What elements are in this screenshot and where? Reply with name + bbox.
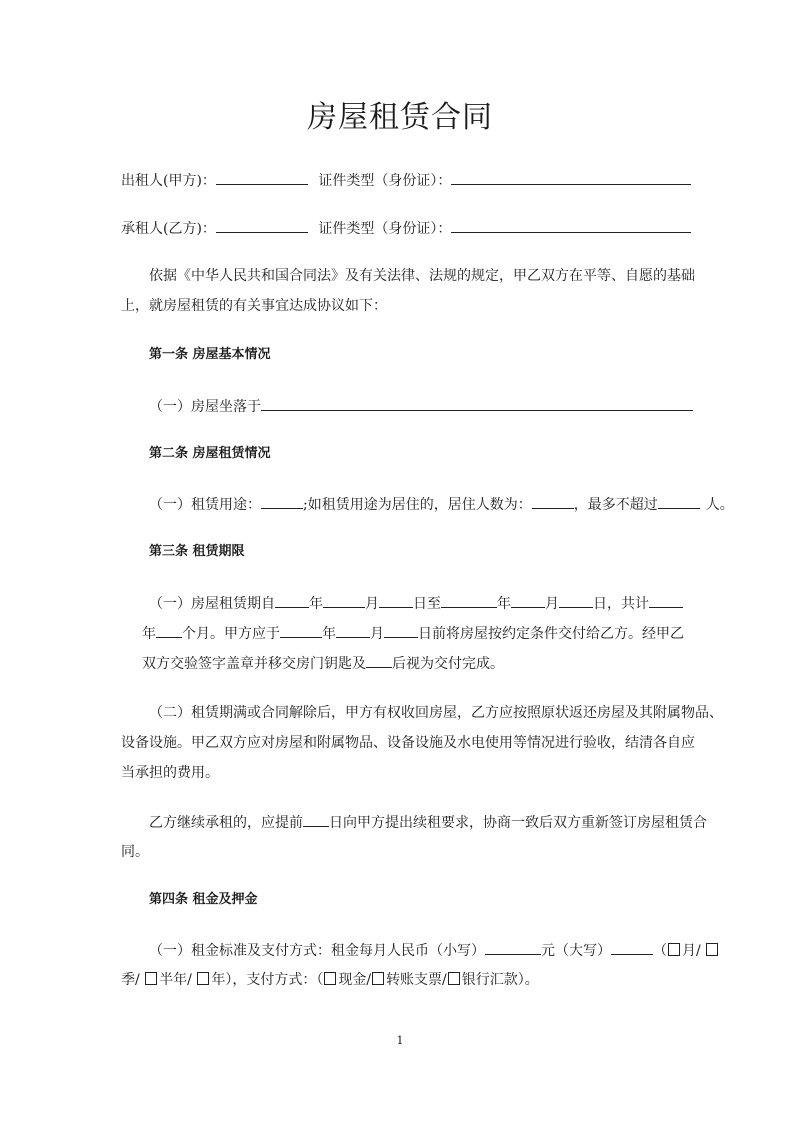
intro-line-2: 上，就房屋租赁的有关事宜达成协议如下： [121, 298, 387, 314]
delivery-month-blank[interactable] [336, 623, 370, 638]
term-item-2-line-2: 设备设施。甲乙双方应对房屋和附属物品、设备设施及水电使用等情况进行验收，结清各自应 [121, 735, 695, 751]
bank-transfer-checkbox[interactable] [448, 972, 460, 985]
total-months-blank[interactable] [156, 623, 182, 638]
location-label: （一）房屋坐落于 [149, 399, 261, 415]
total-years-blank[interactable] [649, 593, 683, 608]
lessee-name-blank[interactable] [216, 218, 308, 233]
half-year-checkbox[interactable] [145, 972, 157, 985]
end-year-blank[interactable] [441, 593, 497, 608]
lessor-name-blank[interactable] [216, 170, 308, 185]
renewal-line-2: 同。 [121, 844, 149, 860]
rent-line-2 [121, 970, 539, 990]
residents-label: ;如租赁用途为居住的，居住人数为： [303, 497, 532, 513]
article-4-heading: 第四条 租金及押金 [149, 892, 258, 907]
rent-line-1 [149, 940, 720, 961]
residents-blank[interactable] [532, 494, 574, 509]
month-unit: 月 [365, 596, 379, 612]
persons-unit: 人。 [705, 497, 734, 513]
total-label: 日，共计 [593, 596, 649, 612]
article-2-heading: 第二条 房屋租赁情况 [149, 446, 271, 461]
max-residents-blank[interactable] [658, 494, 700, 509]
handover-text: 双方交验签字盖章并移交房门钥匙及 [142, 656, 366, 672]
year-unit: 年 [142, 626, 156, 642]
term-item-2-line-3: 当承担的费用。 [121, 765, 219, 781]
rent-label: （一）租金标准及支付方式：租金每月人民币（小写） [149, 943, 485, 959]
delivery-label: 个月。甲方应于 [182, 626, 280, 642]
article-1-heading: 第一条 房屋基本情况 [149, 347, 271, 362]
month-unit: 月 [370, 626, 384, 642]
cash-label: 现金/ [338, 972, 372, 988]
article-2-item-1 [149, 494, 734, 515]
rent-amount-small-blank[interactable] [485, 940, 541, 955]
month-unit: 月 [545, 596, 559, 612]
page-title: 房屋租赁合同 [307, 100, 493, 135]
transfer-check-label: 转账支票/ [386, 972, 447, 988]
day-to-label: 日至 [413, 596, 441, 612]
intro-line-1: 依据《中华人民共和国合同法》及有关法律、法规的规定，甲乙双方在平等、自愿的基础 [149, 268, 695, 284]
year-unit: 年 [497, 596, 511, 612]
bank-transfer-label: 银行汇款）。 [461, 972, 539, 988]
start-year-blank[interactable] [275, 593, 309, 608]
lessee-id-label: 证件类型（身份证）： [318, 221, 452, 237]
cash-checkbox[interactable] [324, 972, 336, 985]
start-month-blank[interactable] [323, 593, 365, 608]
payment-method-label: 年），支付方式：（ [211, 972, 324, 988]
yearly-checkbox[interactable] [197, 972, 209, 985]
lessee-line [121, 218, 691, 239]
half-year-label: 半年/ [159, 972, 192, 988]
lessor-id-blank[interactable] [451, 170, 691, 185]
renewal-line-1 [149, 812, 707, 833]
article-3-heading: 第三条 租赁期限 [149, 544, 245, 559]
paren-open: （ [653, 943, 667, 959]
lessor-label: 出租人(甲方)： [121, 173, 216, 189]
term-line-2 [142, 623, 684, 644]
usage-blank[interactable] [261, 494, 303, 509]
delivery-condition-text: 日前将房屋按约定条件交付给乙方。经甲乙 [418, 626, 684, 642]
quarterly-checkbox[interactable] [706, 943, 718, 956]
term-line-1 [149, 593, 683, 614]
lessee-label: 承租人(乙方)： [121, 221, 216, 237]
end-month-blank[interactable] [511, 593, 545, 608]
usage-label: （一）租赁用途： [149, 497, 261, 513]
lessor-line [121, 170, 691, 191]
start-day-blank[interactable] [379, 593, 413, 608]
renewal-days-blank[interactable] [303, 812, 329, 827]
lessor-id-label: 证件类型（身份证）： [318, 173, 452, 189]
page-number: 1 [396, 1034, 404, 1047]
check-checkbox[interactable] [372, 972, 384, 985]
renewal-label: 乙方继续承租的，应提前 [149, 815, 303, 831]
monthly-checkbox[interactable] [668, 943, 680, 956]
location-blank[interactable] [261, 396, 693, 411]
handover-items-blank[interactable] [366, 653, 392, 668]
end-day-blank[interactable] [559, 593, 593, 608]
renewal-text: 日向甲方提出续租要求，协商一致后双方重新签订房屋租赁合 [329, 815, 707, 831]
quarterly-label: 季/ [121, 972, 140, 988]
handover-complete-text: 后视为交付完成。 [392, 656, 504, 672]
term-item-2-line-1: （二）租赁期满或合同解除后，甲方有权收回房屋，乙方应按照原状返还房屋及其附属物品、 [149, 705, 723, 721]
rent-amount-capital-blank[interactable] [611, 940, 653, 955]
term-line-3 [142, 653, 504, 674]
max-residents-label: ，最多不超过 [573, 497, 658, 513]
monthly-label: 月/ [682, 943, 701, 959]
delivery-year-blank[interactable] [280, 623, 322, 638]
year-unit: 年 [322, 626, 336, 642]
rent-capital-label: 元（大写） [541, 943, 611, 959]
lessee-id-blank[interactable] [451, 218, 691, 233]
delivery-day-blank[interactable] [384, 623, 418, 638]
term-label: （一）房屋租赁期自 [149, 596, 275, 612]
year-unit: 年 [309, 596, 323, 612]
article-1-item-1 [149, 396, 693, 417]
